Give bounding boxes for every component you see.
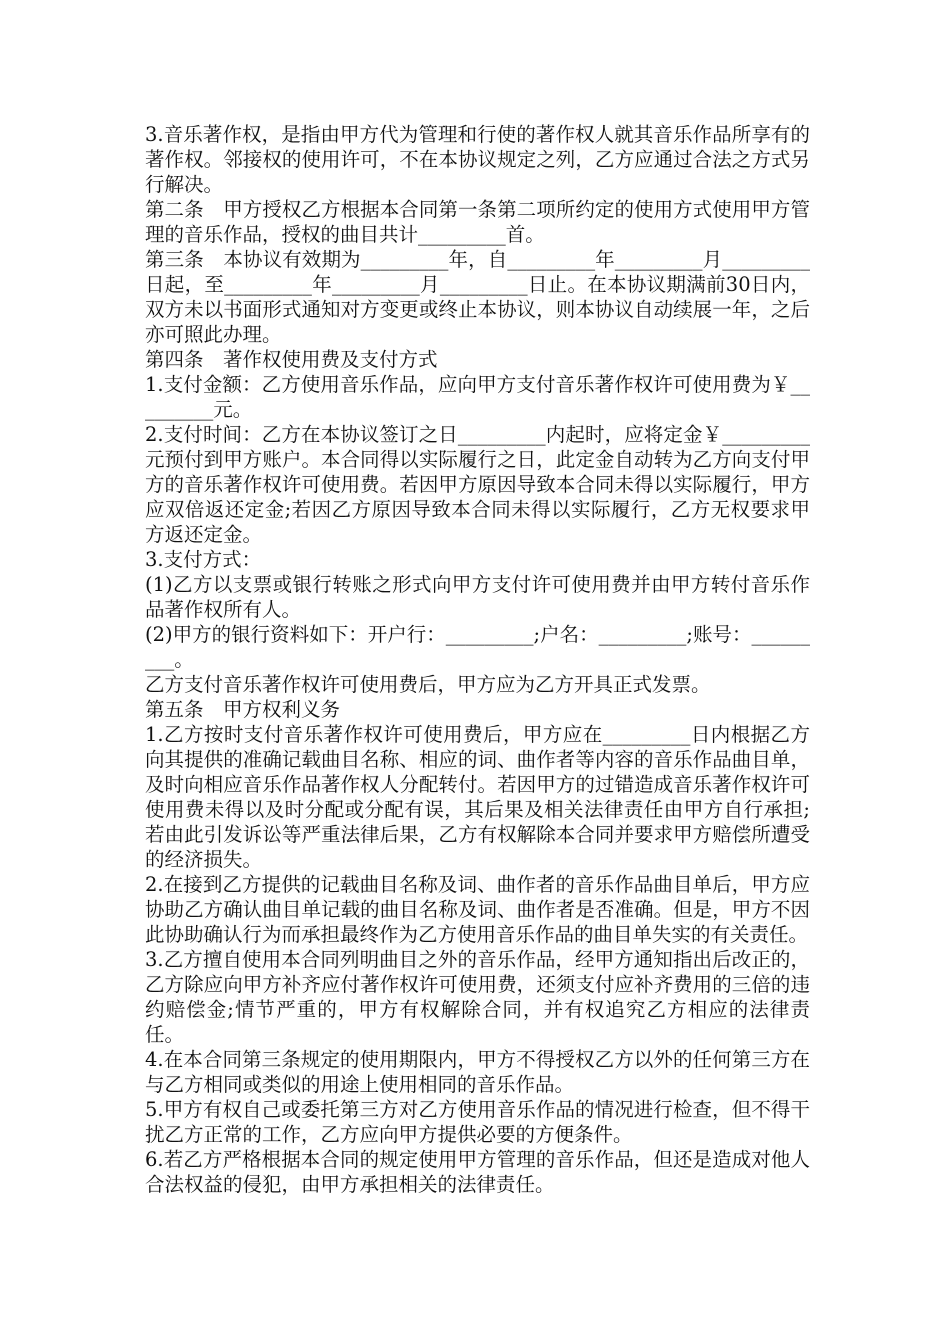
paragraph-article-5-5: 5.甲方有权自己或委托第三方对乙方使用音乐作品的情况进行检查，但不得干扰乙方正常的工作，乙方应向甲方提供必要的方便条件。 (145, 1098, 810, 1146)
paragraph-article-4-1: 1.支付金额：乙方使用音乐作品，应向甲方支付音乐著作权许可使用费为￥_________元。 (145, 373, 810, 421)
document-body (145, 122, 810, 1197)
paragraph-article-5-1: 1.乙方按时支付音乐著作权许可使用费后，甲方应在_________日内根据乙方向其提供的准确记载曲目名称、相应的词、曲作者等内容的音乐作品曲目单，及时向相应音乐作品著作权人分配转付。若因甲方的过错造成音乐著作权许可使用费未得以及时分配或分配有误，其后果及相关法律责任由甲方自行承担;若由此引发诉讼等严重法律后果，乙方有权解除本合同并要求甲方赔偿所遭受的经济损失。 (145, 723, 810, 871)
paragraph-article-5-6: 6.若乙方严格根据本合同的规定使用甲方管理的音乐作品，但还是造成对他人合法权益的侵犯，由甲方承担相关的法律责任。 (145, 1148, 810, 1196)
paragraph-article-4-2: 2.支付时间：乙方在本协议签订之日_________内起时，应将定金￥_________元预付到甲方账户。本合同得以实际履行之日，此定金自动转为乙方向支付甲方的音乐著作权许可使用费。若因甲方原因导致本合同未得以实际履行，甲方应双倍返还定金;若因乙方原因导致本合同未得以实际履行，乙方无权要求甲方返还定金。 (145, 423, 810, 546)
paragraph-clause-1-3: 3.音乐著作权，是指由甲方代为管理和行使的著作权人就其音乐作品所享有的著作权。邻接权的使用许可，不在本协议规定之列，乙方应通过合法之方式另行解决。 (145, 123, 810, 196)
paragraph-article-5-4: 4.在本合同第三条规定的使用期限内，甲方不得授权乙方以外的任何第三方在与乙方相同或类似的用途上使用相同的音乐作品。 (145, 1048, 810, 1096)
paragraph-article-5-3: 3.乙方擅自使用本合同列明曲目之外的音乐作品，经甲方通知指出后改正的，乙方除应向甲方补齐应付著作权许可使用费，还须支付应补齐费用的三倍的违约赔偿金;情节严重的，甲方有权解除合同，并有权追究乙方相应的法律责任。 (145, 948, 810, 1046)
heading-article-4: 第四条 著作权使用费及支付方式 (145, 348, 438, 371)
heading-article-4-3: 3.支付方式： (145, 548, 262, 571)
heading-article-5: 第五条 甲方权利义务 (145, 698, 341, 721)
paragraph-article-4-3-1: (1)乙方以支票或银行转账之形式向甲方支付许可使用费并由甲方转付音乐作品著作权所有人。 (145, 573, 810, 621)
paragraph-article-5-2: 2.在接到乙方提供的记载曲目名称及词、曲作者的音乐作品曲目单后，甲方应协助乙方确认曲目单记载的曲目名称及词、曲作者是否准确。但是，甲方不因此协助确认行为而承担最终作为乙方使用音乐作品的曲目单失实的有关责任。 (145, 873, 810, 946)
paragraph-article-2: 第二条 甲方授权乙方根据本合同第一条第二项所约定的使用方式使用甲方管理的音乐作品，授权的曲目共计_________首。 (145, 198, 810, 246)
paragraph-article-3: 第三条 本协议有效期为_________年，自_________年_________月_________日起，至_________年_________月_________日止。在本协议期满前30日内，双方未以书面形式通知对方变更或终止本协议，则本协议自动续展一年，之后亦可照此办理。 (145, 248, 810, 346)
paragraph-invoice: 乙方支付音乐著作权许可使用费后，甲方应为乙方开具正式发票。 (145, 673, 711, 696)
paragraph-article-4-3-2: (2)甲方的银行资料如下：开户行：_________;户名：_________;账号：_________。 (145, 623, 810, 671)
